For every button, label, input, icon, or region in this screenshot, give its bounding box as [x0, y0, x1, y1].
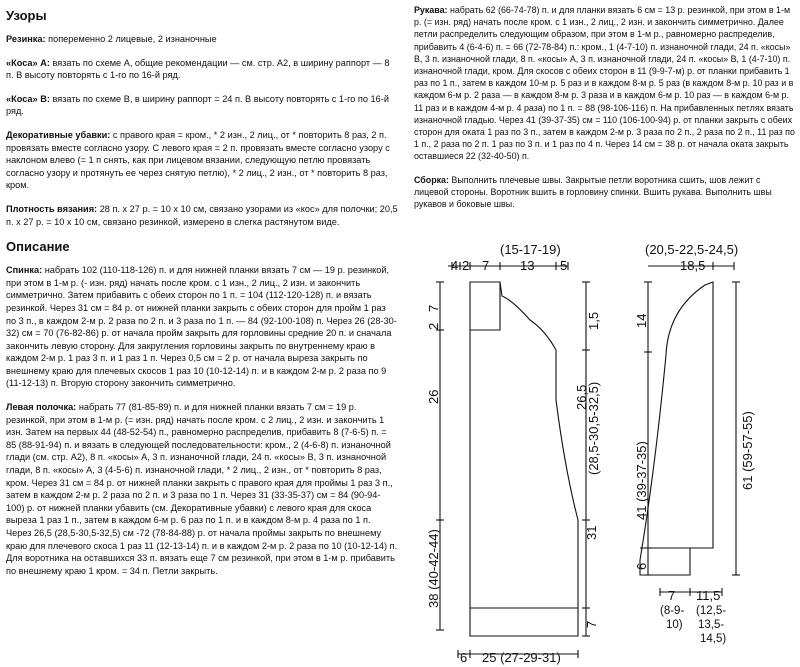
sleeve-outline [640, 282, 713, 575]
front-total-height: 38 (40-42-44) [426, 529, 441, 608]
front-bottom-part-2: 25 (27-29-31) [482, 650, 561, 665]
front-neck-half: 1,5 [586, 311, 601, 330]
front-top-part-4: 13 [520, 258, 535, 273]
back-paragraph: Спинка: набрать 102 (110-118-126) п. и для нижней планки вязать 7 см — 19 р. резинкой, при этом в 1-м р. (- изн. ряд) начать после кром. с 1 изн., 2 лиц., 2 изн. и закончить симметрично. Затем прибавить с обеих сторон по 1 п. = 104 (112-120-128) п. и вязать резинкой. Через 31 см = 84 р. от нижней планки закрыть с обеих сторон для пройм 1 раз по 3 п., в каждом 2-м р. 2 раза по 2 п. и 3 раза по 1 п. — 84 (92-100-108) п. Через 26 (28-30-32) см = 70 (76-82-86) р. от начала пройм закрыть для горловины средние 20 п. и сначала закончить левую сторону. Для закругления горловины закрыть по внутреннему краю в каждом 2-м р. 1 раз 3 п. и 1 раз 1 п. Через 0,5 см = 2 р. от начала выреза закрыть по внешнему краю для плечевых скосов 1 раз 10 (10-12-14) п. и в каждом 2-м р. 2 раза по 9 (11-12-13) п. Вторую сторону закончить симметрично. [6, 265, 397, 389]
sleeve-bottom-left: 7 [668, 588, 676, 603]
front-top-part-3: 7 [482, 258, 490, 273]
sleeve-bottom-left-alt-1: (8-9- [660, 605, 685, 617]
front-body-right: 31 [584, 525, 599, 540]
front-top-part-5: 5 [560, 258, 568, 273]
assembly-paragraph: Сборка: Выполнить плечевые швы. Закрытые петли воротника сшить, шов лежит с лицевой стороны. Воротник вшить в горловину спинки. Вшить рукава. Выполнить швы рукавов и боковые швы. [414, 174, 772, 210]
front-top-part-2: 2 [462, 258, 470, 273]
sleeve-lower-height: 41 (39-37-35) [634, 441, 649, 520]
sleeve-top-width-label: (20,5-22,5-24,5) [645, 242, 739, 257]
sleeve-cuff-height: 6 [634, 562, 649, 570]
front-top-width-label: (15-17-19) [500, 242, 561, 257]
front-hem-right: 7 [584, 620, 599, 628]
cable-b-paragraph: «Коса» В: вязать по схеме В, в ширину раппорт = 24 п. В высоту повторять с 1-го по 16-й ряд. [6, 93, 389, 117]
description-heading: Описание [6, 239, 70, 255]
front-bottom-part-1: 6 [460, 650, 468, 665]
front-neck-small: 2 [426, 322, 441, 330]
rib-paragraph: Резинка: попеременно 2 лицевые, 2 изнаночные [6, 34, 217, 44]
sleeve-bottom-right-alt-3: 14,5) [700, 633, 727, 645]
front-top-part-1: 4 [451, 258, 459, 273]
front-neck-line [470, 282, 500, 330]
front-armhole-right: 26,5 [574, 384, 589, 410]
front-armhole-height: 26 [426, 389, 441, 404]
front-armhole-right-alt: (28,5-30,5-32,5) [586, 381, 601, 475]
sleeve-cap-height: 14 [634, 313, 649, 328]
front-collar-height: 7 [426, 304, 441, 312]
patterns-heading: Узоры [6, 8, 47, 23]
decreases-paragraph: Декоративные убавки: с правого края = кром., * 2 изн., 2 лиц., от * повторить 8 раз, 2 п. провязать вместе согласно узору. С левого края = 2 п. провязать вместе согласно узору с наклоном влево (= 1 п снять, как при лицевом вязании, следующую петлю провязать согласно узору и протянуть ее через снятую петлю), * 2 лиц., 2 изн., от * повторить 8 раз, кром. [6, 129, 390, 191]
sleeve-bottom-right-alt-1: (12,5- [696, 605, 727, 617]
sleeve-bottom-right: 11,5 [696, 588, 721, 603]
sleeve-bottom-left-alt-2: 10) [666, 619, 683, 631]
cable-a-paragraph: «Коса» А: вязать по схеме А, общие рекомендации — см. стр. А2, в ширину раппорт — 8 п. В высоту повторять с 1-го по 16-й ряд. [6, 57, 390, 81]
sleeve-top-value: 18,5 [680, 258, 706, 273]
gauge-paragraph: Плотность вязания: 28 п. х 27 р. = 10 х 10 см, связано узорами из «кос» для полочки; 20,5 п. х 27 р. = 10 х 10 см, связано резинкой, измерено в слегка растянутом виде. [6, 203, 398, 227]
sleeves-paragraph: Рукава: набрать 62 (66-74-78) п. и для планки вязать 6 см = 13 р. резинкой, при этом в 1-м р. (= изн. ряд) начать после кром. с 1 изн., 2 лиц., 2 изн. и закончить симметрично. Далее петли распределить следующим образом, при этом в 1-м р., равномерно распределив, прибавить 4 (6-4-6) п. = 66 (72-78-84) п.: кром., 1 (4-7-10) п. изнаночной глади, 24 п. «косы» В, 3 п. изнаночной глади, 8 п. «косы» А, 3 п. изнаночной глади, 24 п. «косы» В, 1 (4-7-10) п. изнаночной глади, кром. Для скосов с обеих сторон в 11 (9-9-7-м) р. от планки прибавить 1 раз по 1 п., затем в каждом 10-м р. 5 раз и в каждом 8-м р. 5 раз (в каждом 8-м р. 10 раз и в каждом 6-м р. 2 раза — в каждом 8-м р. 3 раза и в каждом 6-м р. 10 раз — в каждом 6-м р. 11 раз и в каждом 4-м р. 4 раза) по 1 п. = 88 (98-106-116) п. На прибавленных петлях вязать изнаночной гладью. Через 41 (39-37-35) см = 110 (106-100-94) р. от планки закрыть с обеих сторон для оката 1 раз по 3 п., затем в каждом 2-м р. 3 раза по 2 п., 2 раза по 2 п., 11 раз по 1 п., 2 раза по 2 п. 1 раз по 3 п. и 1 раз по 4 п. Через 14 см = 38 р. от начала оката закрыть оставшиеся 22 (32-40-50) п. [414, 5, 795, 162]
sleeve-total-height: 61 (59-57-55) [740, 411, 755, 490]
sleeve-bottom-right-alt-2: 13,5- [698, 619, 725, 631]
front-piece-outline [470, 282, 578, 636]
left-front-paragraph: Левая полочка: набрать 77 (81-85-89) п. и для нижней планки вязать 7 см = 19 р. резинкой, при этом в 1-м р. (= изн. ряд) начать после кром. с 2 лиц., 2 изн. и закончить 1 изн. Затем на первых 44 (48-52-54) п., равномерно распределив, прибавить 8 (7-6-5) п. = 85 (88-91-94) п. и вязать в следующей последовательности: кром., 2 (4-6-8) п. изнаночной глади (см. стр. А2), 8 п. «косы» А, 3 п. изнаночной глади, 24 п. «косы» В, 3 п. изнаночной глади, 8 п. «косы» А, 3 (4-5-6) п. изнаночной глади, * 2 лиц., 2 изн., от * повторить 8 раз, кром. Через 31 см = 84 р. от нижней планки закрыть с правого края для проймы 1 раз 3 п., затем в каждом 2-м р. 2 раза по 2 п. и 3 раза по 1 п. Через 31 (33-35-37) см = 84 (90-94-100) р. от нижней планки убавить (см. Декоративные убавки) с левого края для скоса выреза 1 раз 1 п., затем в каждом 6-м р. 6 раз по 1 п. и в каждом 8-м р. 4 раза по 1 п. Через 26,5 (28,5-30,5-32,5) см -72 (78-84-88) р. от начала проймы закрыть по внешнему краю для плечевого скоса 1 раз 11 (12-13-14) п. и в каждом 2-м р. 2 раза по 10 (10-12-14) п. Для воротника на оставшихся 33 п. вязать еще 7 см резинкой, при этом в 1-м р. прибавить по внешнему краю 1 кром. = 34 п. Петли закрыть. [6, 402, 398, 576]
